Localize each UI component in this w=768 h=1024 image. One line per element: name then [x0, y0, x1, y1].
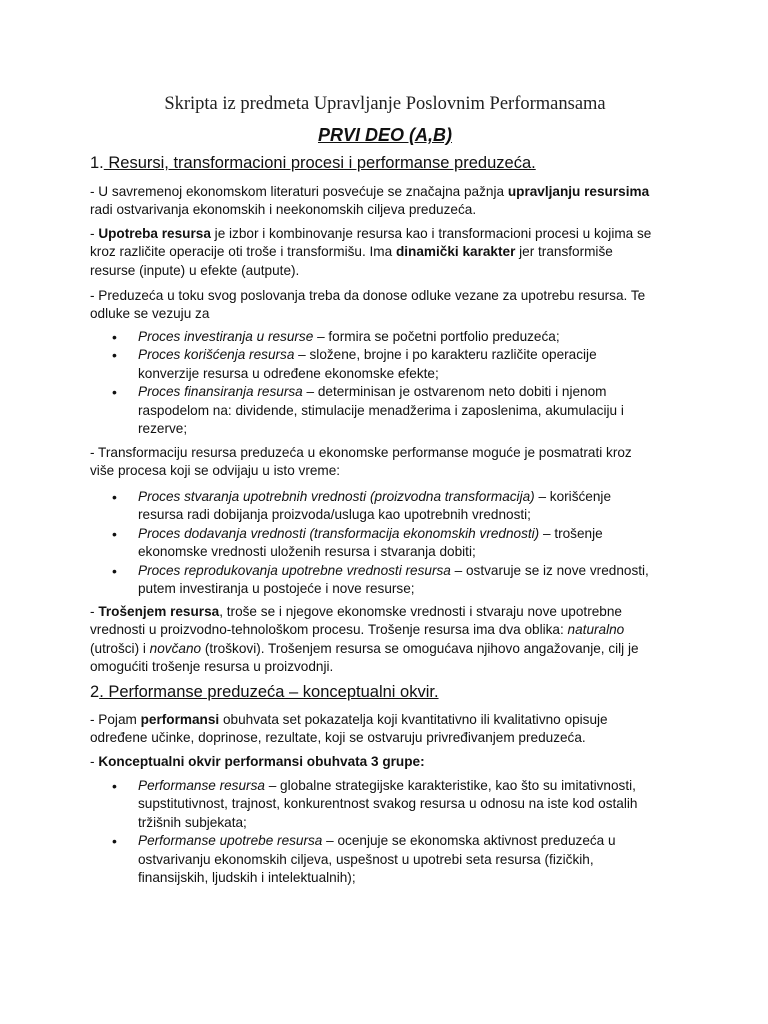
- bullet-icon: •: [112, 562, 117, 579]
- bullet-icon: •: [112, 329, 117, 345]
- document-title: Skripta iz predmeta Upravljanje Poslovnim Performansama: [164, 94, 606, 114]
- list-item: • Proces korišćenja resursa – složene, brojne i po karakteru različite operacije konverzije resursa u određene ekonomske efekte;: [112, 347, 597, 381]
- list-item: • Proces reprodukovanja upotrebne vrednosti resursa – ostvaruje se iz nove vrednosti, putem investiranja u postojeće i nove resurse;: [112, 562, 649, 597]
- section1-paragraph-4: - Transformaciju resursa preduzeća u ekonomske performanse moguće je posmatrati kroz više procesa koji se odvijaju u isto vreme:: [90, 445, 632, 479]
- section1-number: 1.: [90, 154, 104, 172]
- section1-paragraph-5: - Trošenjem resursa, troše se i njegove ekonomske vrednosti i stvaraju nove upotrebne vrednosti u proizvodno-tehnološkom procesu. Trošenje resursa ima dva oblika: naturalno (utrošci) i novčano (troškovi). Trošenjem resursa se omogućava njihovo angažovanje, cilj je omogućiti trošenje resursa u proizvodnji.: [90, 604, 639, 675]
- section2-paragraph-2: - Konceptualni okvir performansi obuhvata 3 grupe:: [90, 754, 425, 769]
- section2-title: . Performanse preduzeća – konceptualni okvir.: [99, 683, 439, 701]
- section1-paragraph-1: - U savremenoj ekonomskom literaturi posvećuje se značajna pažnja upravljanju resursima radi ostvarivanja ekonomskih i neekonomskih ciljeva preduzeća.: [90, 184, 650, 218]
- section1-paragraph-3: - Preduzeća u toku svog poslovanja treba da donose odluke vezane za upotrebu resursa. Te odluke se vezuju za: [90, 288, 646, 322]
- list-item: • Performanse resursa – globalne strategijske karakteristike, kao što su imitativnosti, supstitutivnost, trajnost, konkurentnost svakog resursa u odnosu na iste kod ostalih tržišnih subjekata;: [112, 778, 638, 830]
- bullet-icon: •: [112, 525, 117, 542]
- bullet-icon: •: [112, 347, 117, 364]
- list-item: • Proces finansiranja resursa – determinisan je ostvarenom neto dobiti i njenom raspodelom na: dividende, stimulacije menadžerima i zaposlenima, akumulaciju i rezerve;: [112, 384, 624, 437]
- bullet-icon: •: [112, 384, 117, 401]
- list-item: • Proces stvaranja upotrebnih vrednosti (proizvodna transformacija) – korišćenje resursa radi dobijanja proizvoda/usluga kao upotrebnih vrednosti;: [112, 489, 611, 523]
- process-list-2: [90, 488, 650, 598]
- list-item: • Proces investiranja u resurse – formira se početni portfolio preduzeća;: [112, 329, 560, 345]
- process-list-1: [90, 328, 650, 438]
- document-subtitle: PRVI DEO (A,B): [317, 125, 452, 145]
- list-item: • Proces dodavanja vrednosti (transformacija ekonomskih vrednosti) – trošenje ekonomske vrednosti uloženih resursa i stvaranja dobiti;: [112, 525, 603, 560]
- section2-number: 2: [90, 683, 100, 701]
- section2-paragraph-1: - Pojam performansi obuhvata set pokazatelja koji kvantitativno ili kvalitativno opisuje određene učinke, doprinose, rezultate, koji se ostvaruju privređivanjem preduzeća.: [90, 712, 608, 746]
- bullet-icon: •: [112, 778, 117, 794]
- bullet-icon: •: [112, 489, 117, 505]
- section2-heading: [90, 683, 439, 702]
- section1-heading: [90, 154, 536, 173]
- performance-list: [90, 777, 650, 887]
- section1-title: Resursi, transformacioni procesi i performanse preduzeća.: [103, 154, 536, 172]
- bullet-icon: •: [112, 833, 117, 850]
- section1-paragraph-2: - Upotreba resursa je izbor i kombinovanje resursa kao i transformacioni procesi u kojima se kroz različite operacije oti troše i transformišu. Ima dinamički karakter jer transformiše resurse (inpute) u efekte (autpute).: [90, 226, 652, 278]
- list-item: • Performanse upotrebe resursa – ocenjuje se ekonomska aktivnost preduzeća u ostvarivanju ekonomskih ciljeva, uspešnost u upotrebi seta resursa (fizičkih, finansijskih, ljudskih i intelektualnih);: [112, 833, 616, 886]
